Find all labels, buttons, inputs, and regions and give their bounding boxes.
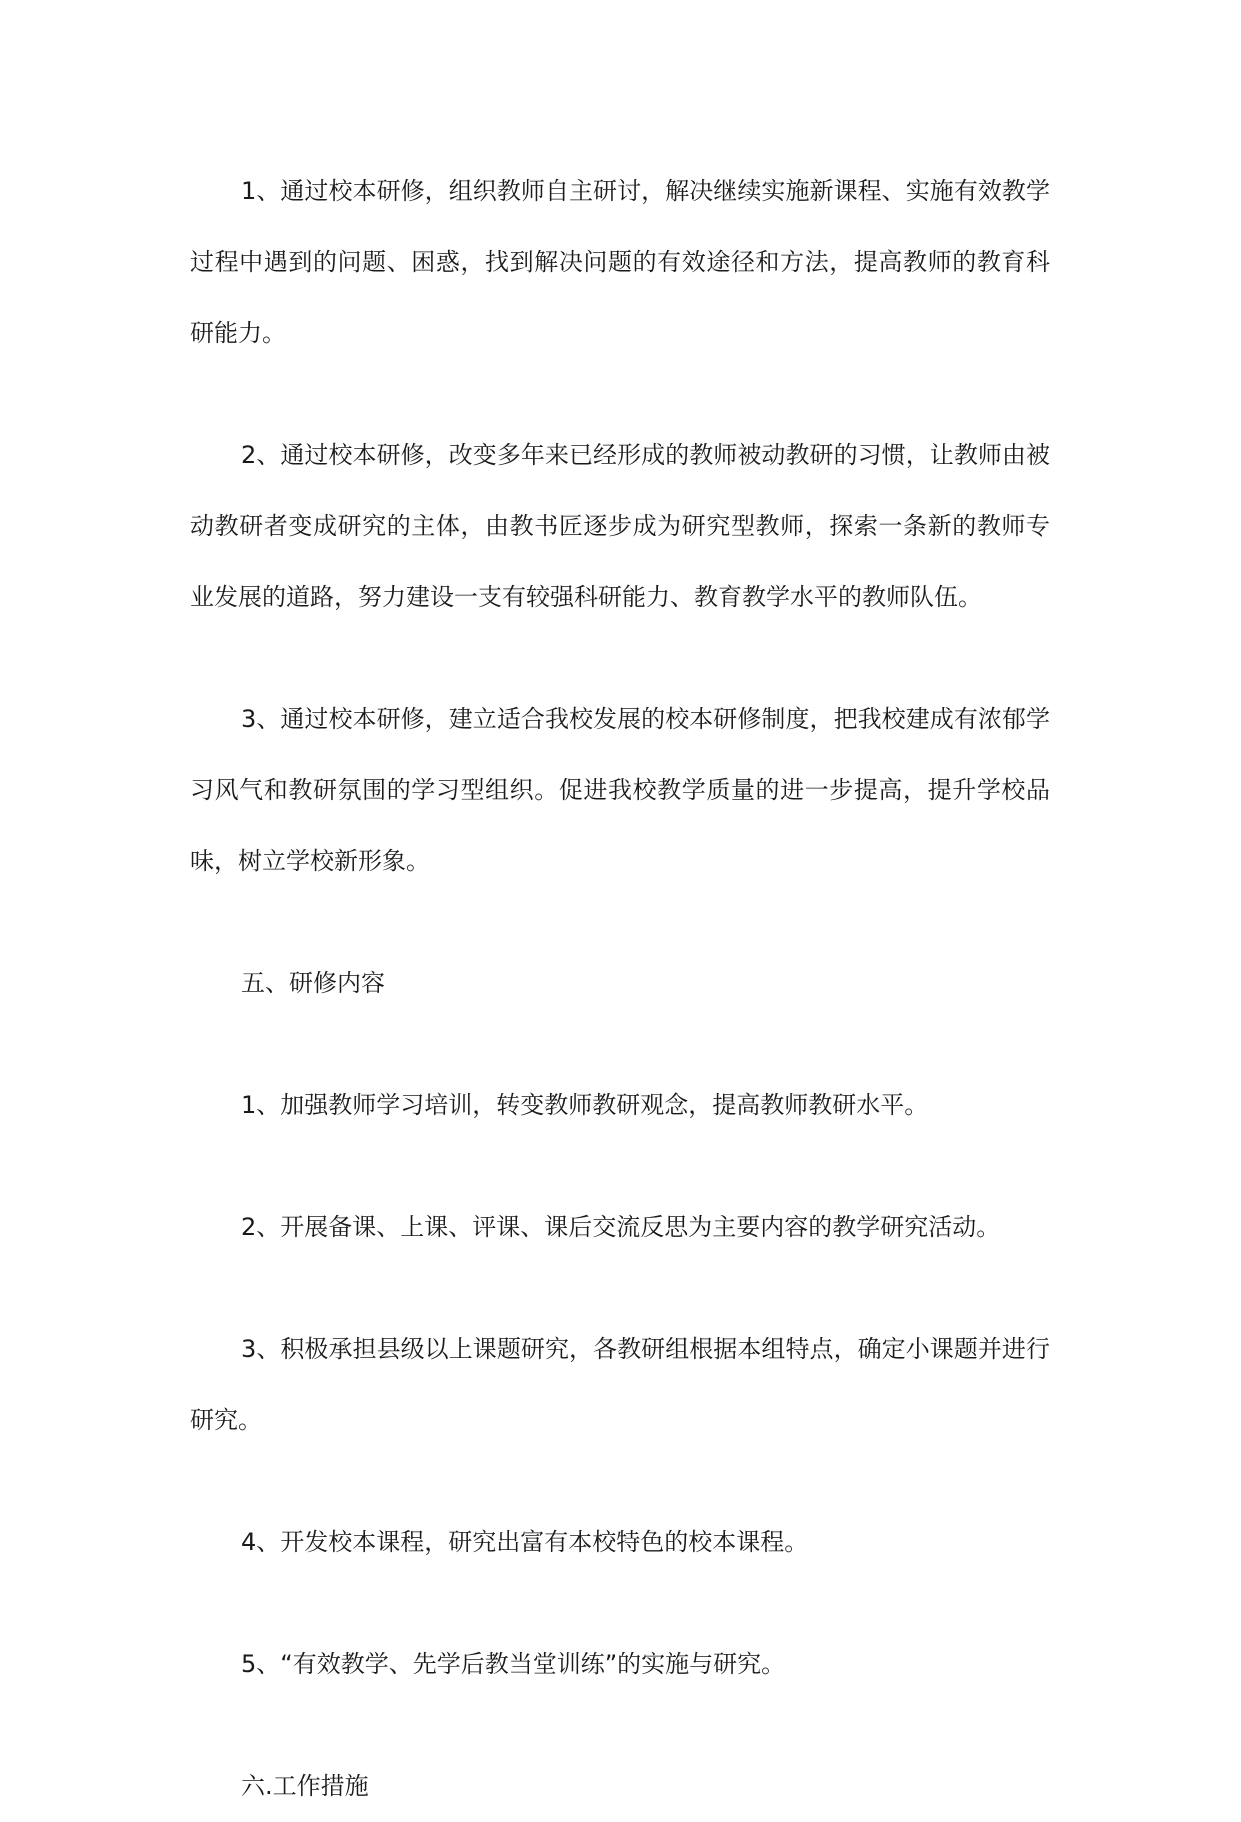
paragraph-content-1: 1、加强教师学习培训，转变教师教研观念，提高教师教研水平。	[241, 1091, 929, 1119]
paragraph-content-3: 3、积极承担县级以上课题研究，各教研组根据本组特点，确定小课题并进行研究。	[190, 1335, 1050, 1434]
paragraph-content-5: 5、“有效教学、先学后教当堂训练”的实施与研究。	[241, 1650, 786, 1678]
document-body	[190, 156, 1050, 1822]
section-heading-content: 五、研修内容	[241, 969, 385, 997]
paragraph-content-4: 4、开发校本课程，研究出富有本校特色的校本课程。	[241, 1528, 809, 1556]
section-heading-measures: 六.工作措施	[241, 1772, 369, 1800]
paragraph-goal-3: 3、通过校本研修，建立适合我校发展的校本研修制度，把我校建成有浓郁学习风气和教研氛围的学习型组织。促进我校教学质量的进一步提高，提升学校品味，树立学校新形象。	[190, 705, 1050, 875]
paragraph-goal-1: 1、通过校本研修，组织教师自主研讨，解决继续实施新课程、实施有效教学过程中遇到的问题、困惑，找到解决问题的有效途径和方法，提高教师的教育科研能力。	[190, 177, 1050, 347]
paragraph-goal-2: 2、通过校本研修，改变多年来已经形成的教师被动教研的习惯，让教师由被动教研者变成研究的主体，由教书匠逐步成为研究型教师，探索一条新的教师专业发展的道路，努力建设一支有较强科研能力、教育教学水平的教师队伍。	[190, 441, 1050, 611]
paragraph-content-2: 2、开展备课、上课、评课、课后交流反思为主要内容的教学研究活动。	[241, 1213, 1001, 1241]
